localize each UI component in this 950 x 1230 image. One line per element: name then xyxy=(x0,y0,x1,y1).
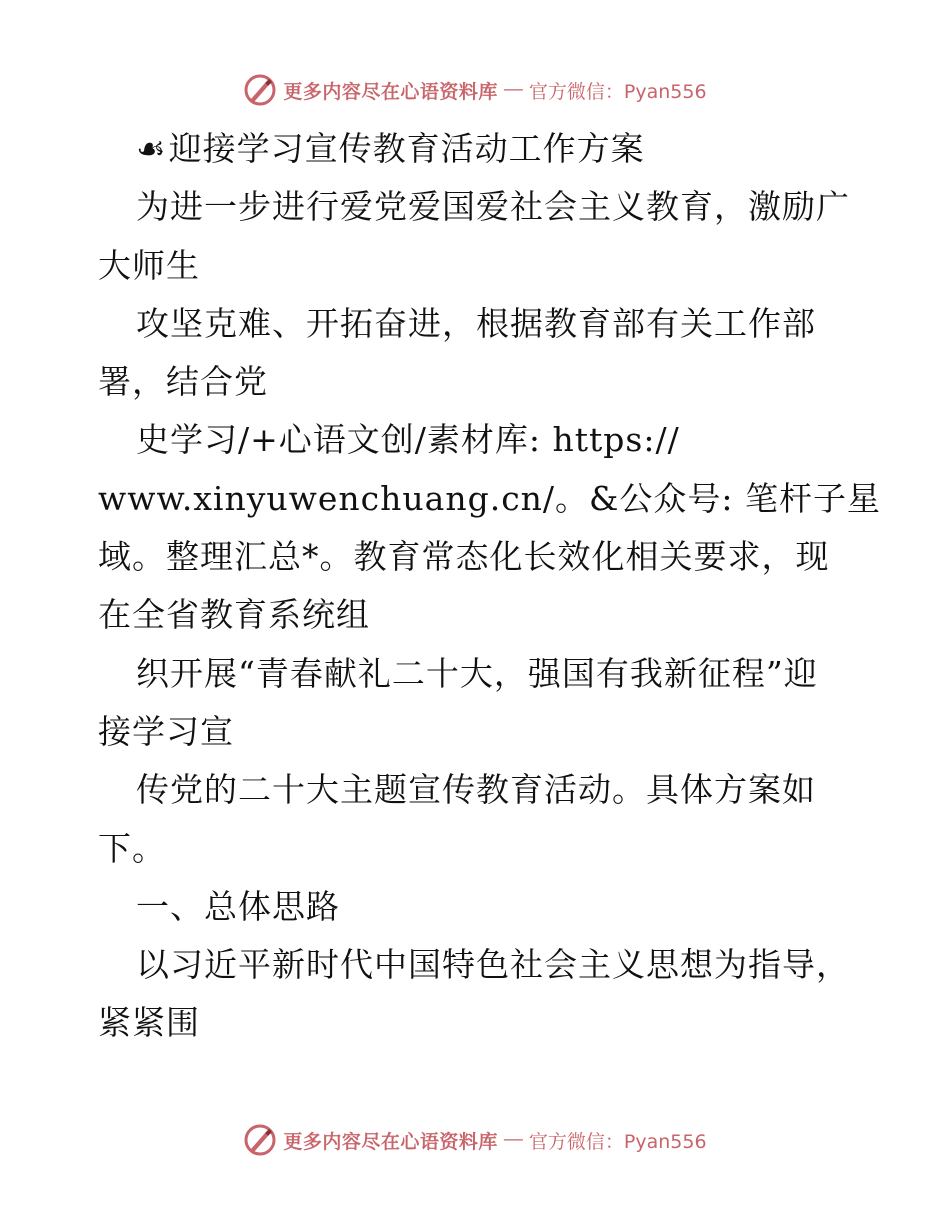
header-banner-content xyxy=(243,73,706,107)
document-body xyxy=(98,120,882,1053)
section-heading: 一、总体思路 xyxy=(136,886,340,926)
footer-brand-text: 更多内容尽在心语资料库 xyxy=(283,1130,498,1153)
body-line: 大师生 xyxy=(98,245,200,285)
title-ornament-icon: ☙ xyxy=(136,129,167,168)
header-wechat-text: 官方微信：Pyan556 xyxy=(528,80,707,103)
header-dash: — xyxy=(503,79,523,100)
body-line: 下。 xyxy=(98,828,166,868)
body-line: 在全省教育系统组 xyxy=(98,595,370,635)
body-line: 传党的二十大主题宣传教育活动。具体方案如 xyxy=(136,770,816,810)
pen-logo-icon xyxy=(243,1123,277,1157)
body-line: 署，结合党 xyxy=(98,362,268,402)
body-line: 史学习/+心语文创/素材库: https:// xyxy=(136,420,680,460)
body-line: 织开展“青春献礼二十大，强国有我新征程”迎 xyxy=(136,653,818,693)
body-line: 域。整理汇总*。教育常态化长效化相关要求，现 xyxy=(98,537,830,577)
header-banner xyxy=(0,70,950,110)
footer-wechat-text: 官方微信：Pyan556 xyxy=(528,1130,707,1153)
footer-dash: — xyxy=(503,1129,523,1150)
document-title xyxy=(98,120,858,178)
body-line: www.xinyuwenchuang.cn/。&公众号: 笔杆子星 xyxy=(98,478,882,518)
document-title-text: 迎接学习宣传教育活动工作方案 xyxy=(168,129,645,168)
body-line: 以习近平新时代中国特色社会主义思想为指导， xyxy=(136,945,850,985)
header-brand-text: 更多内容尽在心语资料库 xyxy=(283,80,498,103)
body-line: 为进一步进行爱党爱国爱社会主义教育，激励广 xyxy=(136,187,850,227)
body-line: 紧紧围 xyxy=(98,1003,200,1043)
pen-logo-icon xyxy=(243,73,277,107)
footer-banner-content xyxy=(243,1123,706,1157)
body-line: 接学习宣 xyxy=(98,711,234,751)
footer-banner xyxy=(0,1120,950,1160)
body-line: 攻坚克难、开拓奋进，根据教育部有关工作部 xyxy=(136,303,816,343)
